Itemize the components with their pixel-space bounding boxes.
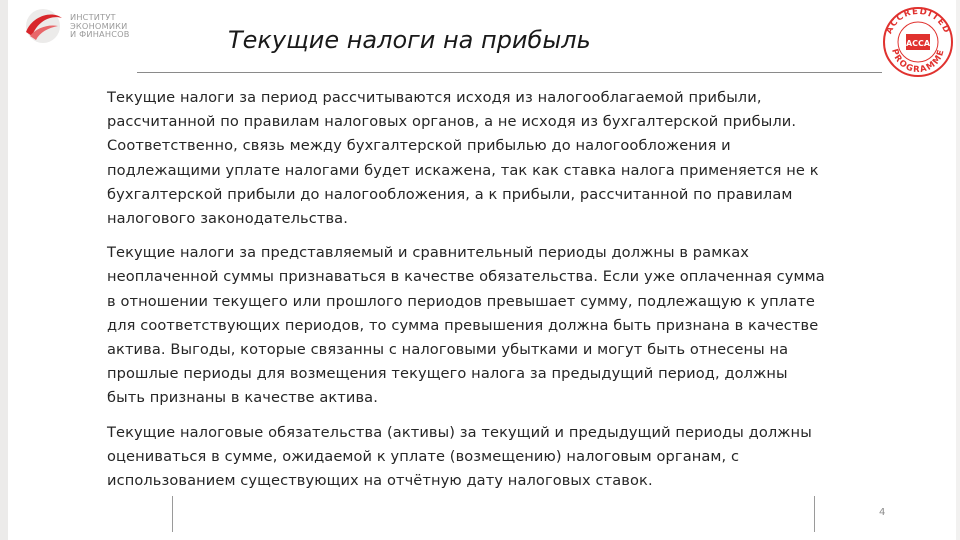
logo-line: ЭКОНОМИКИ [70, 20, 128, 31]
svg-text:PROGRAMME: PROGRAMME [889, 47, 947, 76]
logo-text [70, 13, 130, 39]
acca-seal-icon [878, 2, 958, 80]
svg-text:ACCA: ACCA [905, 39, 931, 48]
text-line: оцениваться в сумме, ожидаемой к уплате (возмещению) налоговым органам, с [107, 447, 740, 465]
text-line: бухгалтерской прибыли до налогообложения, а к прибыли, рассчитанной по правилам [107, 185, 793, 203]
paragraph [107, 241, 877, 410]
text-line: прошлые периоды для возмещения текущего налога за предыдущий период, должны [107, 365, 788, 383]
footer-divider-left [172, 496, 173, 532]
text-line: актива. Выгоды, которые связанны с налоговыми убытками и могут быть отнесены на [107, 341, 789, 359]
text-line: подлежащими уплате налогами будет искажена, так как ставка налога применяется не к [107, 161, 819, 179]
text-line: налогового законодательства. [107, 210, 348, 228]
text-line: в отношении текущего или прошлого периодов превышает сумму, подлежащую к уплате [107, 292, 815, 310]
slide-title: Текущие налоги на прибыль [228, 26, 591, 54]
right-edge-bar [956, 0, 960, 540]
text-line: Текущие налоги за представляемый и сравнительный периоды должны в рамках [107, 244, 750, 262]
text-line: быть признаны в качестве актива. [107, 389, 378, 407]
text-line: неоплаченной суммы признаваться в качестве обязательства. Если уже оплаченная сумма [107, 268, 825, 286]
slide-body [107, 86, 877, 503]
title-divider [137, 72, 882, 73]
acca-accredited-badge [878, 2, 958, 80]
text-line: Соответственно, связь между бухгалтерской прибылью до налогообложения и [107, 137, 731, 155]
text-line: использованием существующих на отчётную дату налоговых ставок. [107, 472, 653, 490]
text-line: для соответствующих периодов, то сумма превышения должна быть признана в качестве [107, 316, 819, 334]
left-edge-bar [0, 0, 8, 540]
paragraph [107, 86, 877, 231]
text-line: рассчитанной по правилам налоговых органов, а не исходя из бухгалтерской прибыли. [107, 113, 797, 131]
text-line: Текущие налоговые обязательства (активы) за текущий и предыдущий периоды должны [107, 423, 812, 441]
page-number: 4 [879, 507, 886, 518]
logo-line: И ФИНАНСОВ [70, 29, 130, 40]
svg-text:ACCREDITED: ACCREDITED [884, 6, 952, 36]
footer-divider-right [814, 496, 815, 532]
institute-logo [22, 6, 172, 46]
institute-emblem-icon [22, 6, 68, 46]
text-line: Текущие налоги за период рассчитываются исходя из налогооблагаемой прибыли, [107, 89, 762, 106]
logo-line: ИНСТИТУТ [70, 12, 116, 22]
paragraph [107, 421, 877, 494]
